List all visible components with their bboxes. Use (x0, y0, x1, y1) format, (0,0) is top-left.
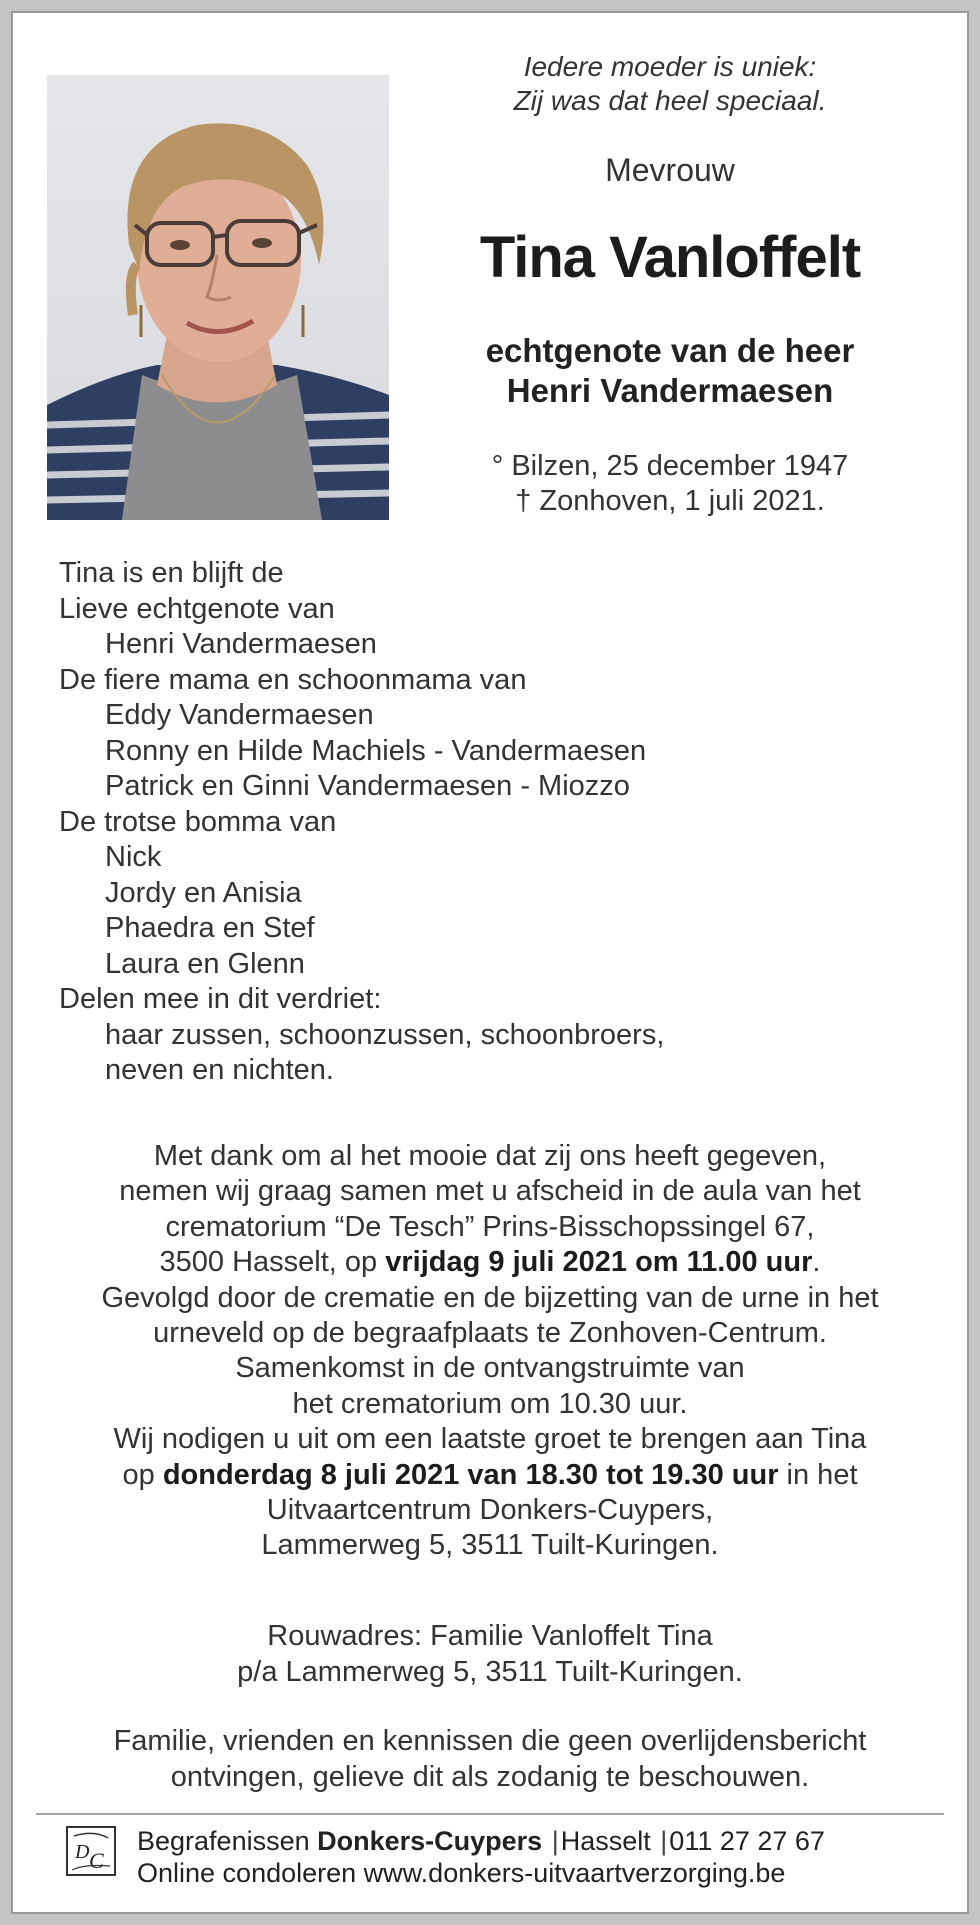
ceremony-details (40, 1139, 940, 1564)
ceremony-line (40, 1245, 940, 1280)
family-line: Phaedra en Stef (105, 912, 315, 944)
svg-text:D: D (75, 1841, 90, 1863)
footer-line-2 (137, 1857, 937, 1889)
footer-phone[interactable]: 011 27 27 67 (669, 1826, 825, 1856)
family-line: Tina is en blijft de (59, 557, 284, 589)
ceremony-line: Samenkomst in de ontvangstruimte van (235, 1352, 745, 1385)
svg-text:C: C (89, 1848, 104, 1873)
dc-monogram-icon (64, 1824, 118, 1878)
deceased-name: Tina Vanloffelt (479, 225, 861, 290)
ceremony-line: Gevolgd door de crematie en de bijzetting van de urne in het (101, 1281, 879, 1314)
footer-city: Hasselt (560, 1826, 651, 1856)
notice-line: Familie, vrienden en kennissen die geen overlijdensbericht (113, 1725, 867, 1757)
family-line: De trotse bomma van (59, 805, 337, 838)
address-line: Rouwadres: Familie Vanloffelt Tina (267, 1620, 713, 1652)
life-dates (440, 449, 900, 519)
ceremony-line: het crematorium om 10.30 uur. (292, 1387, 688, 1420)
address-line: p/a Lammerweg 5, 3511 Tuilt-Kuringen. (237, 1656, 743, 1688)
motto (460, 50, 880, 118)
notice-line: ontvingen, gelieve dit als zodanig te beschouwen. (170, 1761, 810, 1793)
footer-prefix: Begrafenissen (137, 1826, 318, 1856)
footer-line-1 (137, 1825, 937, 1857)
family-line: Ronny en Hilde Machiels - Vandermaesen (105, 734, 647, 767)
family-list (59, 556, 929, 1089)
ceremony-text: 3500 Hasselt, op (159, 1246, 386, 1279)
website-link[interactable]: www.donkers-uitvaartverzorging.be (363, 1858, 786, 1888)
family-line: neven en nichten. (105, 1054, 334, 1086)
family-line: Laura en Glenn (105, 947, 305, 980)
family-line: Lieve echtgenote van (59, 592, 335, 625)
footer (137, 1825, 937, 1889)
ceremony-text: in het (778, 1458, 858, 1491)
death-date: † Zonhoven, 1 juli 2021. (515, 485, 825, 517)
family-line: Delen mee in dit verdriet: (59, 983, 382, 1015)
birth-date: ° Bilzen, 25 december 1947 (491, 450, 849, 482)
family-line: Jordy en Anisia (105, 876, 302, 909)
spouse-line-1: echtgenote van de heer (485, 332, 855, 369)
motto-line-2: Zij was dat heel speciaal. (513, 85, 827, 116)
family-line: Nick (105, 841, 162, 873)
company-name: Donkers-Cuypers (317, 1826, 543, 1856)
ceremony-line: nemen wij graag samen met u afscheid in de aula van het (119, 1175, 861, 1208)
family-line: Eddy Vandermaesen (105, 699, 374, 731)
ceremony-line: Met dank om al het mooie dat zij ons heeft gegeven, (153, 1140, 827, 1172)
ceremony-line: Uitvaartcentrum Donkers-Cuypers, (266, 1494, 714, 1527)
ceremony-line: crematorium “De Tesch” Prins-Bisschopssingel 67, (165, 1210, 815, 1243)
ceremony-text: op (122, 1458, 163, 1491)
motto-line-1: Iedere moeder is uniek: (523, 51, 817, 82)
condolence-label: Online condoleren (137, 1858, 357, 1888)
spouse-info (440, 331, 900, 411)
ceremony-line: Lammerweg 5, 3511 Tuilt-Kuringen. (261, 1529, 719, 1562)
notice (40, 1723, 940, 1795)
ceremony-line: urneveld op de begraafplaats te Zonhoven-Centrum. (153, 1317, 827, 1350)
family-line: De fiere mama en schoonmama van (59, 663, 527, 696)
visitation-date-highlight: donderdag 8 juli 2021 van 18.30 tot 19.30 uur (162, 1458, 779, 1491)
ceremony-line: Wij nodigen u uit om een laatste groet te brengen aan Tina (113, 1423, 867, 1456)
family-line: haar zussen, schoonzussen, schoonbroers, (105, 1018, 665, 1051)
footer-divider (36, 1813, 944, 1815)
portrait-photo (47, 75, 389, 520)
ceremony-date-highlight: vrijdag 9 juli 2021 om 11.00 uur (385, 1246, 813, 1279)
salutation: Mevrouw (605, 152, 735, 188)
spouse-line-2: Henri Vandermaesen (506, 372, 834, 409)
footer-separator: | (660, 1826, 668, 1856)
family-line: Patrick en Ginni Vandermaesen - Miozzo (105, 770, 630, 802)
ceremony-line (40, 1458, 940, 1493)
mourning-address (40, 1618, 940, 1690)
footer-separator: | (551, 1826, 559, 1856)
ceremony-text: . (812, 1246, 821, 1279)
family-line: Henri Vandermaesen (105, 628, 377, 660)
